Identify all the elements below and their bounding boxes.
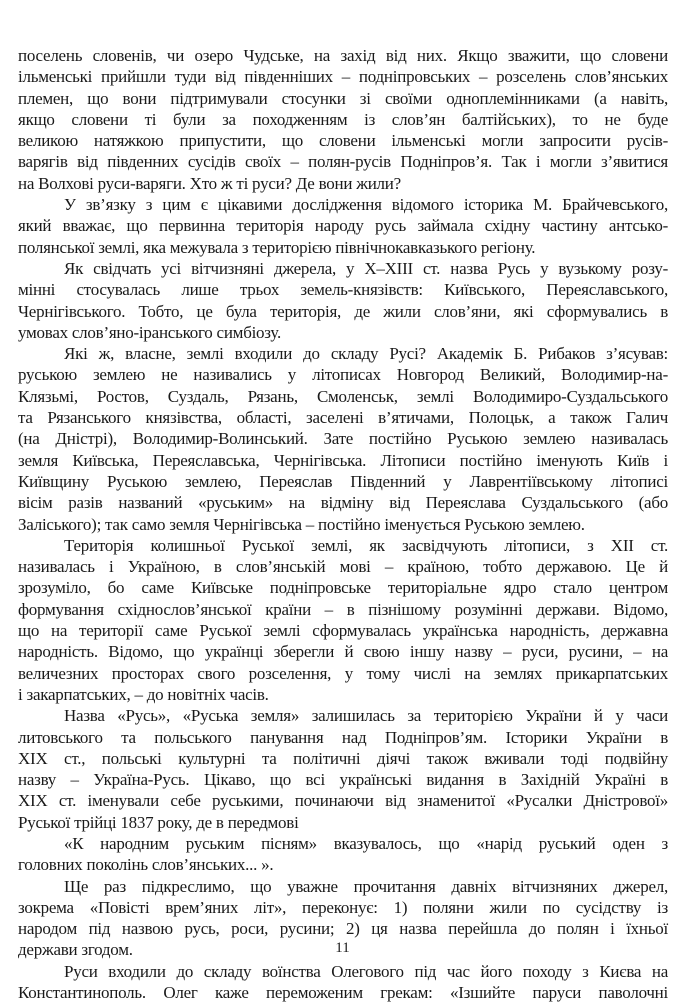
text-line: ХІХ ст. іменували себе руськими, починаючи від знаменитої «Русалки Дністрової»	[18, 791, 668, 811]
text-line: формування східнослов’янської країни – в пізнішому розумінні держави. Відомо,	[18, 599, 668, 619]
text-line: полянської землі, яка межувала з територією північнокавказького регіону.	[18, 237, 536, 257]
page-number: 11	[335, 940, 350, 956]
text-line: Назва «Русь», «Руська земля» залишилась за територією України й у часи	[64, 706, 668, 726]
text-line: умовах слов’яно-іранського симбіозу.	[18, 322, 281, 342]
text-line: (на Дністрі), Володимир-Волинський. Зате постійно Руською землею називалась	[18, 429, 668, 449]
text-line: який вважає, що первинна територія народу русь займала східну частину антсько-	[18, 216, 668, 236]
text-line: Константинополь. Олег каже переможеним грекам: «Ізшийте паруси паволочні	[18, 983, 668, 1003]
text-line: називалась і Україною, в слов’янській мові – країною, тобто державою. Це й	[18, 557, 668, 577]
text-line: Клязьмі, Ростов, Суздаль, Рязань, Смоленськ, землі Володимиро-Суздальського	[18, 386, 668, 406]
text-line: вісім разів названий «руським» на відміну від Переяслава Суздальського (або	[18, 493, 668, 513]
paragraph	[18, 961, 668, 1003]
text-line: поселень словенів, чи озеро Чудське, на захід від них. Якщо зважити, що словени	[18, 46, 668, 65]
paragraph	[18, 45, 668, 194]
paragraph	[18, 833, 668, 876]
text-line: Які ж, власне, землі входили до складу Русі? Академік Б. Рибаков з’ясував:	[64, 344, 668, 364]
paragraph	[18, 343, 668, 535]
paragraph	[18, 194, 668, 258]
text-line: У зв’язку з цим є цікавими дослідження відомого історика М. Брайчевського,	[64, 195, 668, 215]
text-line: земля Київська, Переяславська, Чернігівська. Літописи постійно іменують Київ і	[18, 450, 668, 470]
paragraph	[18, 535, 668, 705]
text-line: великою натяжкою припустити, що словени ільменські могли запросити русів-	[18, 131, 668, 151]
text-line: народом під назвою русь, роси, русини; 2) ця назва перейшла до полян і їхньої	[18, 919, 668, 939]
text-line: що на території саме Руської землі сформувалась українська народність, державна	[18, 621, 668, 641]
text-line: «К народним руським пісням» вказувалось, що «нарід руський оден з	[64, 833, 668, 853]
text-line: Територія колишньої Руської землі, як засвідчують літописи, з ХІІ ст.	[64, 535, 668, 555]
text-line: народність. Відомо, що українці зберегли й свою іншу назву – руси, русини, – на	[18, 642, 668, 662]
text-line: ільменські прийшли туди від південніших – подніпровських – розселень слов’янських	[18, 67, 668, 87]
text-line: назву – Україна-Русь. Цікаво, що всі українські видання в Західній Україні в	[18, 770, 668, 790]
paragraph	[18, 258, 668, 343]
text-line: зокрема «Повісті врем’яних літ», переконує: 1) поляни жили по сусідству із	[18, 897, 668, 917]
text-line: Заліського); так само земля Чернігівська – постійно іменується Руською землею.	[18, 514, 585, 534]
text-line: на Волхові руси-варяги. Хто ж ті руси? Де вони жили?	[18, 173, 401, 193]
text-line: варягів від південних сусідів своїх – полян-русів Подніпров’я. Так і могли з’явитися	[18, 152, 668, 172]
text-line: ХІХ ст., польські культурні та політичні діячі також вживали тоді подвійну	[18, 748, 668, 768]
text-line: Чернігівського. Тобто, це була територія, де жили слов’яни, які сформувались в	[18, 301, 668, 321]
text-line: якщо словени ті були за походженням із слов’ян балтійських), то не буде	[18, 109, 668, 129]
text-line: Київщину Руською землею, Переяслав Південний у Лаврентіївському літописі	[18, 471, 668, 491]
text-line: мінні стосувалась лише трьох земель-князівств: Київського, Переяславського,	[18, 280, 668, 300]
paragraph	[18, 705, 668, 833]
text-line: головних поколінь слов’янських... ».	[18, 855, 274, 875]
text-line: та Рязанського князівства, області, заселені в’ятичами, Полоцьк, а також Галич	[18, 408, 668, 428]
text-line: литовського та польського панування над Подніпров’ям. Історики України в	[18, 727, 668, 747]
text-line: зрозуміло, бо саме Київське подніпровське територіальне ядро стало центром	[18, 578, 668, 598]
text-line: і закарпатських, – до новітніх часів.	[18, 684, 269, 704]
text-line: Руси входили до складу воїнства Олегового під час його походу з Києва на	[64, 961, 668, 981]
text-line: Ще раз підкреслимо, що уважне прочитання давніх вітчизняних джерел,	[64, 876, 668, 896]
text-line: держави згодом.	[18, 940, 133, 960]
text-line: величезних просторах свого розселення, у тому числі на землях прикарпатських	[18, 663, 668, 683]
text-line: Як свідчать усі вітчизняні джерела, у Х–ХІІІ ст. назва Русь у вузькому розу-	[64, 258, 668, 278]
text-line: руською землею не називались у літописах Новгород Великий, Володимир-на-	[18, 365, 668, 385]
document-body	[18, 45, 668, 1003]
text-line: племен, що вони підтримували стосунки зі своїми одноплемінниками (а навіть,	[18, 88, 668, 108]
text-line: Руської трійці 1837 року, де в передмові	[18, 812, 299, 832]
